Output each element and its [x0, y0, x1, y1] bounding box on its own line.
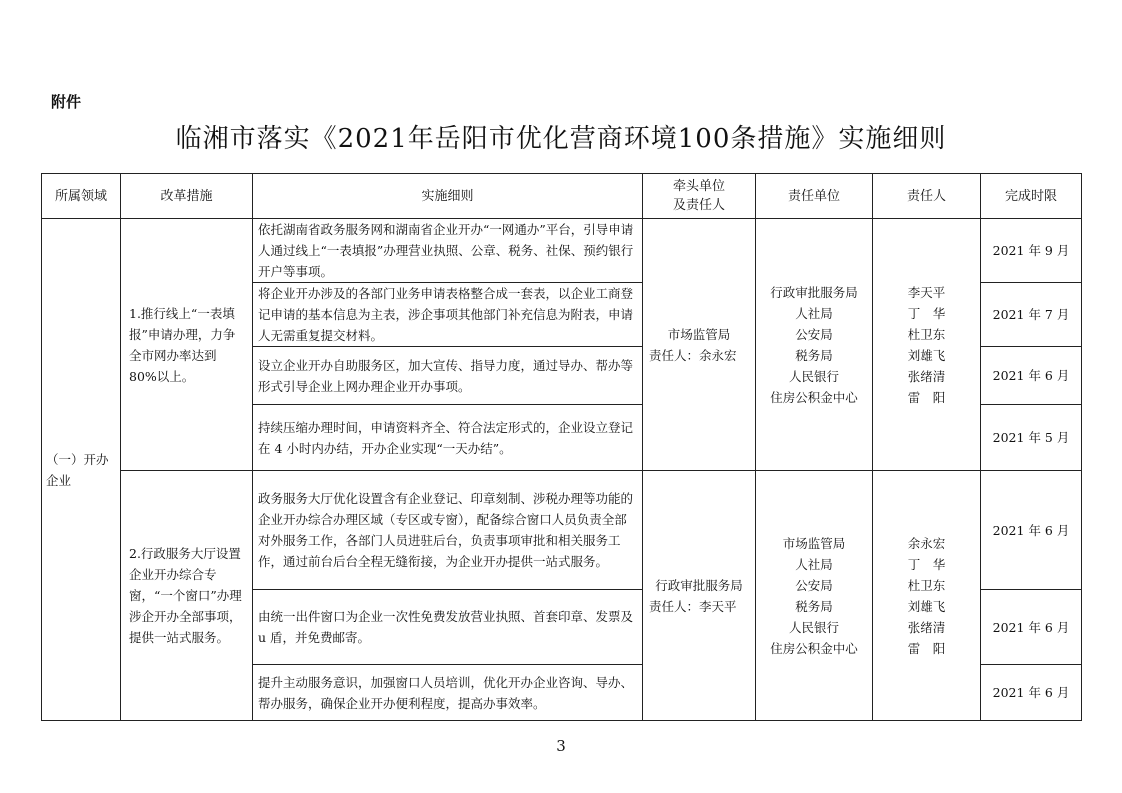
resp-unit: 税务局	[795, 347, 833, 363]
persons-cell	[873, 219, 981, 471]
detail-cell: 政务服务大厅优化设置含有企业登记、印章刻制、涉税办理等功能的企业开办综合办理区域（专区或专窗），配备综合窗口人员负责全部对外服务工作，各部门人员进驻后台，负责事项审批和相关服务工作，通过前台后台全程无缝衔接，为企业开办提供一站式服务。	[253, 471, 643, 590]
deadline-cell: 2021 年 6 月	[981, 471, 1082, 590]
person: 雷 阳	[907, 640, 946, 656]
person: 张绪清	[907, 619, 946, 635]
person: 刘雄飞	[907, 347, 946, 363]
attachment-label: 附件	[51, 93, 82, 111]
persons-cell	[873, 471, 981, 721]
header-deadline: 完成时限	[981, 174, 1082, 219]
measure-cell: 2.行政服务大厅设置企业开办综合专窗，“一个窗口”办理涉企开办全部事项，提供一站式服务。	[121, 471, 253, 721]
person: 李天平	[907, 284, 946, 300]
page-number: 3	[556, 737, 566, 755]
document-title: 临湘市落实《2021年岳阳市优化营商环境100条措施》实施细则	[175, 124, 947, 154]
resp-unit: 公安局	[795, 326, 833, 342]
lead-unit: 市场监管局	[667, 326, 731, 342]
header-lead-line1: 牵头单位	[672, 179, 725, 194]
table-row	[42, 219, 1082, 283]
measure-cell: 1.推行线上“一表填报”申请办理，力争全市网办率达到80%以上。	[121, 219, 253, 471]
lead-person: 责任人：李天平	[649, 598, 737, 614]
detail-cell: 依托湖南省政务服务网和湖南省企业开办“一网通办”平台，引导申请人通过线上“一表填报”办理营业执照、公章、税务、社保、预约银行开户等事项。	[253, 219, 643, 283]
deadline-cell: 2021 年 5 月	[981, 405, 1082, 471]
header-resp-unit: 责任单位	[756, 174, 873, 219]
lead-unit-cell	[643, 219, 756, 471]
field-cell: （一）开办企业	[42, 219, 121, 721]
header-person: 责任人	[873, 174, 981, 219]
person: 杜卫东	[907, 326, 946, 342]
resp-unit: 市场监管局	[782, 535, 846, 551]
lead-person: 责任人：余永宏	[649, 347, 737, 363]
header-detail: 实施细则	[253, 174, 643, 219]
person: 丁 华	[907, 556, 946, 572]
deadline-cell: 2021 年 6 月	[981, 347, 1082, 405]
table-row	[42, 471, 1082, 590]
detail-cell: 由统一出件窗口为企业一次性免费发放营业执照、首套印章、发票及 u 盾，并免费邮寄。	[253, 590, 643, 665]
resp-units-cell	[756, 471, 873, 721]
deadline-cell: 2021 年 7 月	[981, 283, 1082, 347]
resp-unit: 税务局	[795, 598, 833, 614]
resp-unit: 住房公积金中心	[770, 640, 858, 656]
table-header-row	[42, 174, 1082, 219]
resp-unit: 公安局	[795, 577, 833, 593]
person: 张绪清	[907, 368, 946, 384]
header-field: 所属领域	[42, 174, 121, 219]
resp-unit: 人民银行	[788, 368, 839, 384]
deadline-cell: 2021 年 6 月	[981, 665, 1082, 721]
resp-unit: 人社局	[795, 556, 833, 572]
person: 刘雄飞	[907, 598, 946, 614]
resp-units-cell	[756, 219, 873, 471]
resp-unit: 人社局	[795, 305, 833, 321]
deadline-cell: 2021 年 6 月	[981, 590, 1082, 665]
resp-unit: 人民银行	[788, 619, 839, 635]
lead-unit: 行政审批服务局	[655, 577, 743, 593]
person: 余永宏	[907, 535, 946, 551]
detail-cell: 持续压缩办理时间，申请资料齐全、符合法定形式的，企业设立登记在 4 小时内办结，开办企业实现“一天办结”。	[253, 405, 643, 471]
resp-unit: 住房公积金中心	[770, 389, 858, 405]
detail-cell: 提升主动服务意识，加强窗口人员培训，优化开办企业咨询、导办、帮办服务，确保企业开办便利程度，提高办事效率。	[253, 665, 643, 721]
detail-cell: 设立企业开办自助服务区，加大宣传、指导力度，通过导办、帮办等形式引导企业上网办理企业开办事项。	[253, 347, 643, 405]
measures-table	[41, 173, 1082, 721]
detail-cell: 将企业开办涉及的各部门业务申请表格整合成一套表，以企业工商登记申请的基本信息为主表，涉企事项其他部门补充信息为附表，申请人无需重复提交材料。	[253, 283, 643, 347]
person: 丁 华	[907, 305, 946, 321]
deadline-cell: 2021 年 9 月	[981, 219, 1082, 283]
resp-unit: 行政审批服务局	[770, 284, 858, 300]
header-lead-unit	[643, 174, 756, 219]
header-lead-line2: 及责任人	[672, 198, 725, 213]
header-measure: 改革措施	[121, 174, 253, 219]
lead-unit-cell	[643, 471, 756, 721]
person: 杜卫东	[907, 577, 946, 593]
person: 雷 阳	[907, 389, 946, 405]
